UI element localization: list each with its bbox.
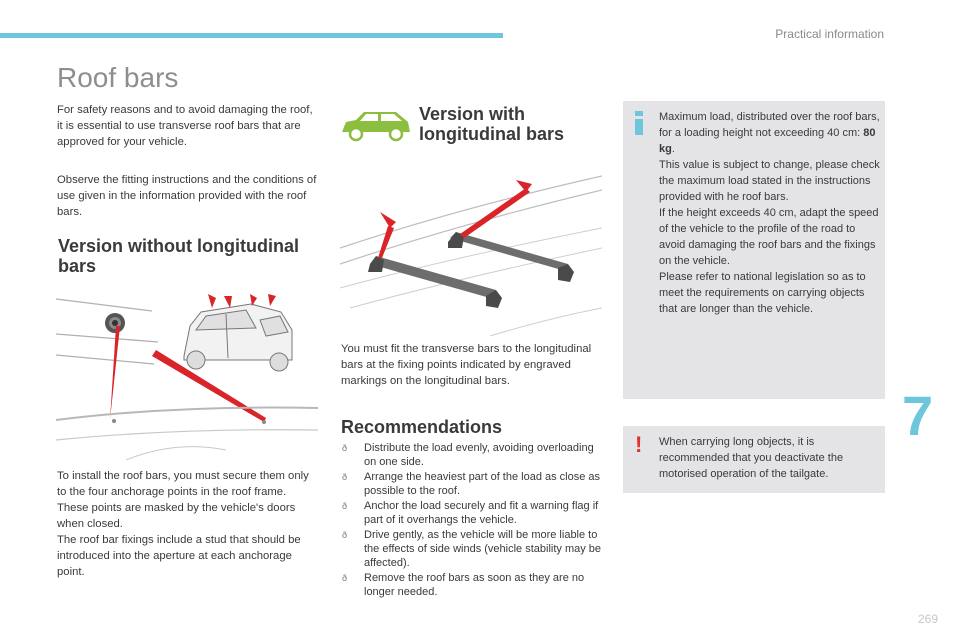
info-box-text	[659, 109, 881, 317]
page-title: Roof bars	[57, 62, 179, 93]
longitudinal-bars-illustration	[340, 168, 602, 336]
install-line-1: To install the roof bars, you must secure them only to the four anchorage points in the roof frame. These points are masked by the vehicle's doors when closed.	[57, 470, 309, 530]
info-max-load-label: Maximum load, distributed over the roof bars, for a loading height not exceeding 40 cm:	[659, 111, 880, 139]
info-legislation: Please refer to national legislation so as to meet the requirements on carrying objects that are longer than the vehicle.	[659, 271, 866, 315]
info-max-load	[659, 109, 881, 157]
intro-paragraph: For safety reasons and to avoid damaging the roof, it is essential to use transverse roof bars that are approved for your vehicle.	[57, 104, 313, 148]
roof-anchorage-illustration	[56, 290, 318, 460]
top-accent-bar	[0, 33, 503, 38]
chapter-number: 7	[902, 384, 934, 447]
car-with-longitudinal-bars-icon	[340, 108, 412, 144]
warning-box-text: When carrying long objects, it is recommended that you deactivate the motorised operation of the tailgate.	[659, 436, 844, 480]
info-box	[623, 101, 885, 399]
install-paragraph	[57, 468, 319, 580]
list-item: ð Arrange the heaviest part of the load as close as possible to the roof.	[342, 470, 604, 498]
info-max-load-value: 80 kg	[659, 127, 876, 155]
info-icon	[631, 111, 647, 135]
recommendations-heading: Recommendations	[341, 417, 503, 437]
info-subject-to-change: This value is subject to change, please check the maximum load stated in the instructions provided with he roof bars.	[659, 159, 880, 203]
fit-paragraph: You must fit the transverse bars to the longitudinal bars at the fixing points indicated by engraved markings on the longitudinal bars.	[341, 343, 592, 387]
car-rear-view-icon	[184, 304, 292, 371]
page-number: 269	[917, 612, 938, 626]
info-max-load-suffix: .	[671, 143, 675, 155]
section-header: Practical information	[775, 27, 884, 41]
warning-box	[623, 426, 885, 493]
heading-with-longitudinal: Version with longitudinal bars	[419, 104, 565, 144]
list-item: ð Remove the roof bars as soon as they are no longer needed.	[342, 571, 604, 599]
recommendations-list	[342, 441, 604, 600]
list-item: ð Distribute the load evenly, avoiding overloading on one side.	[342, 441, 604, 469]
list-item: ð Drive gently, as the vehicle will be more liable to the effects of side winds (vehicle stability may be affected).	[342, 528, 604, 570]
heading-without-longitudinal: Version without longitudinal bars	[58, 236, 299, 276]
warning-icon: !	[635, 432, 643, 457]
info-height-exceeds: If the height exceeds 40 cm, adapt the speed of the vehicle to the profile of the road to avoid damaging the roof bars and the fixings on the vehicle.	[659, 207, 879, 267]
list-item: ð Anchor the load securely and fit a warning flag if part of it overhangs the vehicle.	[342, 499, 604, 527]
install-line-2: The roof bar fixings include a stud that should be introduced into the aperture at each anchorage point.	[57, 534, 301, 578]
observe-paragraph: Observe the fitting instructions and the conditions of use given in the information provided with the roof bars.	[57, 174, 317, 218]
